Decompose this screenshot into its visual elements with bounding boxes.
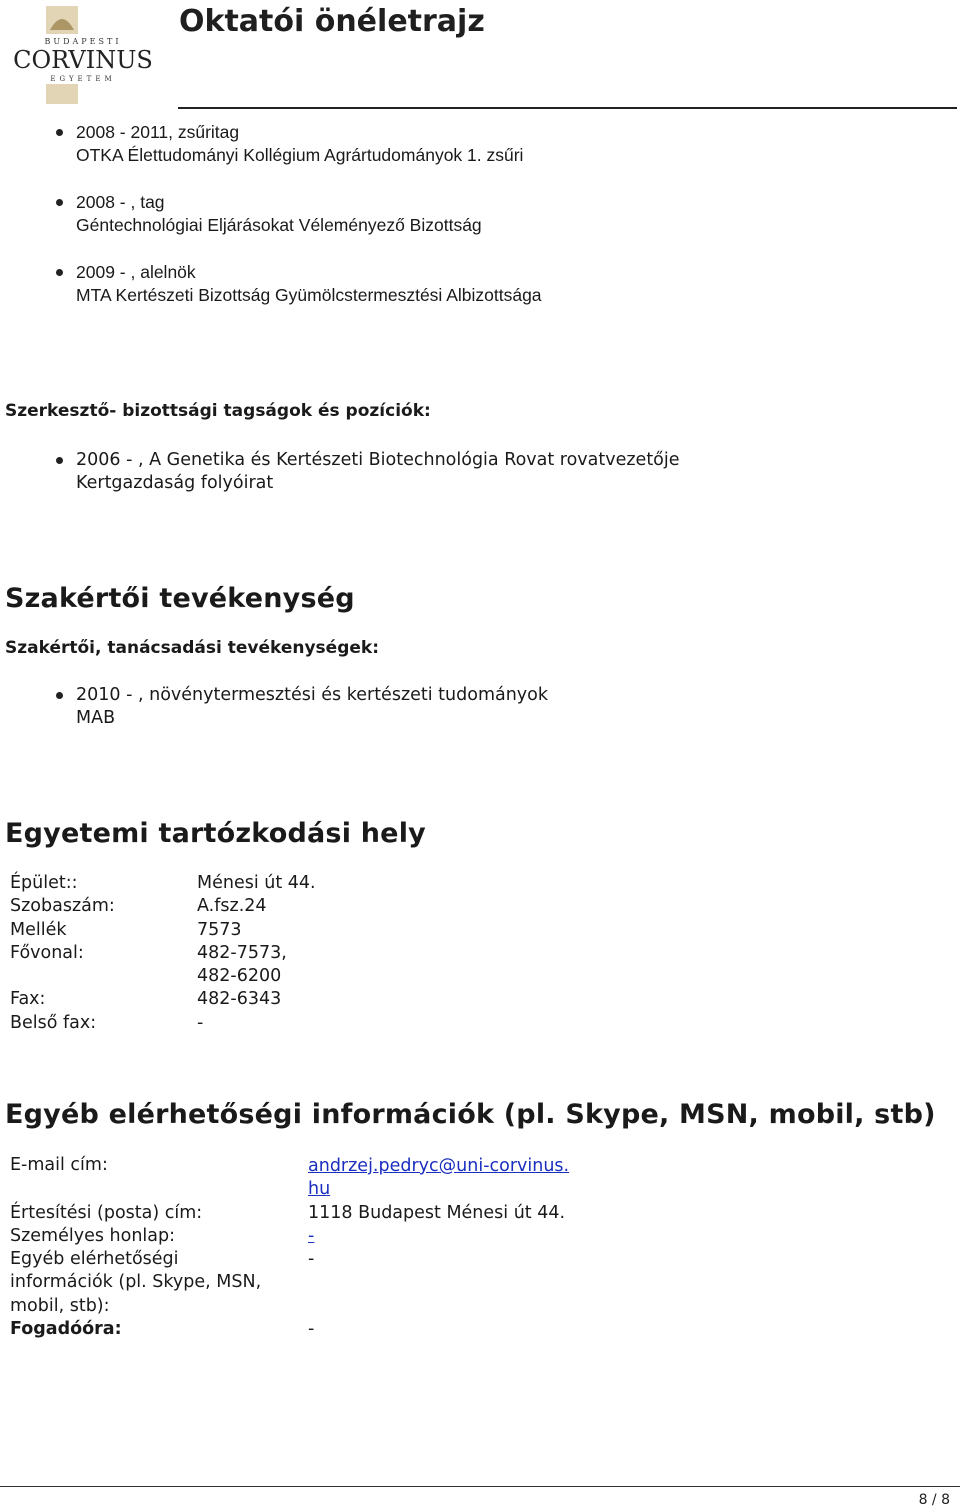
footer-divider <box>0 1486 960 1487</box>
table-row: Fővonal: 482-7573, 482-6200 <box>10 942 287 987</box>
list-item: 2008 - 2011, zsűritag OTKA Élettudományi Kollégium Agrártudományok 1. zsűri <box>54 121 542 167</box>
expert-list <box>54 684 548 730</box>
table-row: Értesítési (posta) cím: 1118 Budapest Ménesi út 44. <box>10 1202 566 1223</box>
table-row: E-mail cím: andrzej.pedryc@uni-corvinus. hu <box>10 1155 570 1200</box>
bullet-icon <box>56 269 63 276</box>
editorial-list <box>54 449 680 495</box>
homepage-link[interactable]: - <box>308 1225 315 1246</box>
document-title: Oktatói önéletrajz <box>179 4 485 39</box>
table-row: Személyes honlap: - <box>10 1225 315 1246</box>
table-row: Mellék 7573 <box>10 919 242 940</box>
editorial-heading: Szerkesztő- bizottsági tagságok és pozíciók: <box>5 401 431 421</box>
list-item: 2006 - , A Genetika és Kertészeti Biotechnológia Rovat rovatvezetője Kertgazdaság folyóirat <box>54 449 680 495</box>
page-header <box>0 0 960 110</box>
list-item: 2009 - , alelnök MTA Kertészeti Bizottság Gyümölcstermesztési Albizottsága <box>54 261 542 307</box>
membership-list <box>54 121 542 307</box>
email-link[interactable]: andrzej.pedryc@uni-corvinus. hu <box>308 1156 570 1200</box>
table-row: Belső fax: - <box>10 1012 204 1033</box>
table-row: Épület:: Ménesi út 44. <box>10 873 316 893</box>
svg-text:CORVINUS: CORVINUS <box>13 46 153 74</box>
bullet-icon <box>56 457 63 464</box>
bullet-icon <box>56 692 63 699</box>
expert-heading: Szakértői, tanácsadási tevékenységek: <box>5 638 380 658</box>
table-row: Fogadóóra: - <box>10 1319 315 1340</box>
contact-section-title: Egyéb elérhetőségi információk (pl. Skype, MSN, mobil, stb) <box>5 1099 936 1130</box>
svg-text:EGYETEM: EGYETEM <box>50 75 116 83</box>
contact-table <box>10 1154 569 1341</box>
bullet-icon <box>56 199 63 206</box>
corvinus-logo-icon <box>2 4 164 106</box>
list-item: 2008 - , tag Géntechnológiai Eljárásokat Véleményező Bizottság <box>54 191 542 237</box>
svg-text:BUDAPESTI: BUDAPESTI <box>44 37 122 46</box>
list-item: 2010 - , növénytermesztési és kertészeti tudományok MAB <box>54 684 548 730</box>
bullet-icon <box>56 129 63 136</box>
location-section-title: Egyetemi tartózkodási hely <box>5 818 426 849</box>
page-number: 8 / 8 <box>918 1492 950 1508</box>
header-divider <box>178 107 957 109</box>
location-table <box>10 872 316 1035</box>
table-row: Egyéb elérhetőségi információk (pl. Skype, MSN, mobil, stb): - <box>10 1249 315 1316</box>
table-row: Fax: 482-6343 <box>10 989 282 1010</box>
table-row: Szobaszám: A.fsz.24 <box>10 896 267 917</box>
expert-section-title: Szakértői tevékenység <box>5 583 355 614</box>
